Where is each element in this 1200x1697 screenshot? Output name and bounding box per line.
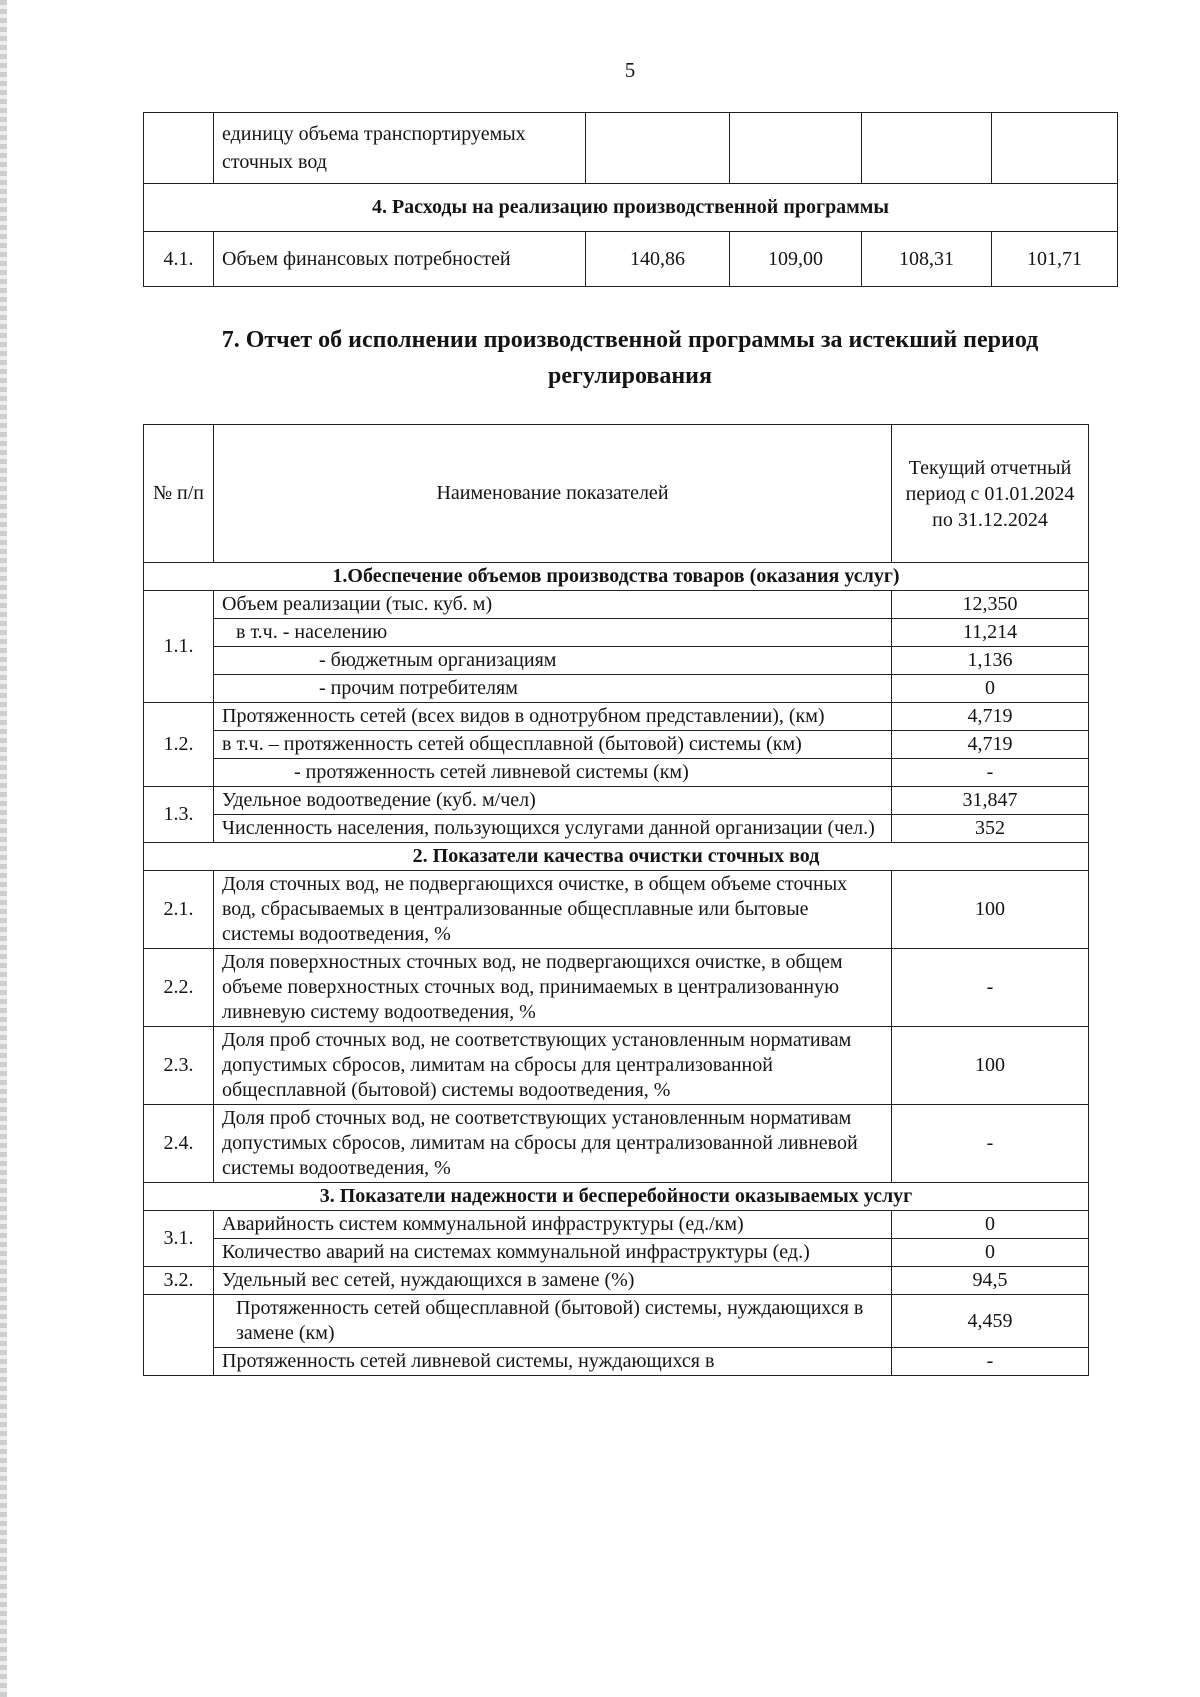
- row-name: Количество аварий на системах коммунальной инфраструктуры (ед.): [214, 1239, 892, 1267]
- table-row: [144, 1105, 1089, 1183]
- table-row: [144, 1027, 1089, 1105]
- row-name: единицу объема транспортируемых сточных вод: [214, 113, 586, 184]
- table-row: [144, 619, 1089, 647]
- section-4-title: 4. Расходы на реализацию производственной программы: [144, 184, 1118, 232]
- table-row: [144, 1348, 1089, 1376]
- row-value: 108,31: [862, 232, 992, 287]
- table-row: [144, 949, 1089, 1027]
- row-value: 11,214: [892, 619, 1089, 647]
- row-name: Удельный вес сетей, нуждающихся в замене (%): [214, 1267, 892, 1295]
- row-value: 1,136: [892, 647, 1089, 675]
- row-value: 100: [892, 1027, 1089, 1105]
- row-number: 1.3.: [144, 787, 214, 843]
- table-row: [144, 675, 1089, 703]
- scan-edge: [0, 0, 7, 1697]
- section-row: [144, 843, 1089, 871]
- row-name: Удельное водоотведение (куб. м/чел): [214, 787, 892, 815]
- row-value: -: [892, 949, 1089, 1027]
- row-name: Аварийность систем коммунальной инфраструктуры (ед./км): [214, 1211, 892, 1239]
- section-3-title: 3. Показатели надежности и бесперебойности оказываемых услуг: [144, 1183, 1089, 1211]
- row-value: 109,00: [730, 232, 862, 287]
- section-row: [144, 184, 1118, 232]
- row-value: [586, 113, 730, 184]
- page-number: 5: [624, 58, 636, 82]
- table-row: [144, 703, 1089, 731]
- table-row: [144, 647, 1089, 675]
- row-value: 4,719: [892, 731, 1089, 759]
- table-row: [144, 731, 1089, 759]
- row-number: [144, 113, 214, 184]
- row-value: [730, 113, 862, 184]
- row-number: 1.1.: [144, 591, 214, 703]
- row-name: Протяженность сетей ливневой системы, нуждающихся в: [214, 1348, 892, 1376]
- row-number-empty: [144, 1295, 214, 1376]
- row-name: - бюджетным организациям: [214, 647, 892, 675]
- row-name: Доля сточных вод, не подвергающихся очистке, в общем объеме сточных вод, сбрасываемых в централизованные общесплавные или бытовые системы водоотведения, %: [214, 871, 892, 949]
- row-value: 140,86: [586, 232, 730, 287]
- row-name: - протяженность сетей ливневой системы (км): [214, 759, 892, 787]
- header-name: Наименование показателей: [214, 425, 892, 563]
- row-value: 0: [892, 1239, 1089, 1267]
- table-row: [144, 1295, 1089, 1348]
- table-row: [144, 815, 1089, 843]
- row-name: Доля проб сточных вод, не соответствующих установленным нормативам допустимых сбросов, лимитам на сбросы для централизованной ливневой системы водоотведения, %: [214, 1105, 892, 1183]
- row-number: 1.2.: [144, 703, 214, 787]
- row-name: Доля поверхностных сточных вод, не подвергающихся очистке, в общем объеме поверхностных сточных вод, принимаемых в централизованную ливневую систему водоотведения, %: [214, 949, 892, 1027]
- row-value: 0: [892, 1211, 1089, 1239]
- row-name: Объем реализации (тыс. куб. м): [214, 591, 892, 619]
- row-name: в т.ч. – протяженность сетей общесплавной (бытовой) системы (км): [214, 731, 892, 759]
- row-value: [862, 113, 992, 184]
- header-period: Текущий отчетный период с 01.01.2024 по 31.12.2024: [892, 425, 1089, 563]
- row-value: 352: [892, 815, 1089, 843]
- row-name: в т.ч. - населению: [214, 619, 892, 647]
- header-num: № п/п: [144, 425, 214, 563]
- row-value: [992, 113, 1118, 184]
- row-number: 2.2.: [144, 949, 214, 1027]
- table-row: [144, 759, 1089, 787]
- row-value: 94,5: [892, 1267, 1089, 1295]
- row-name: Доля проб сточных вод, не соответствующих установленным нормативам допустимых сбросов, лимитам на сбросы для централизованной общесплавной (бытовой) системы водоотведения, %: [214, 1027, 892, 1105]
- row-number: 3.1.: [144, 1211, 214, 1267]
- section-2-title: 2. Показатели качества очистки сточных вод: [144, 843, 1089, 871]
- table-row: [144, 1239, 1089, 1267]
- section-1-title: 1.Обеспечение объемов производства товаров (оказания услуг): [144, 563, 1089, 591]
- row-value: 31,847: [892, 787, 1089, 815]
- section-row: [144, 563, 1089, 591]
- row-number: 2.3.: [144, 1027, 214, 1105]
- header-row: [144, 425, 1089, 563]
- row-number: 3.2.: [144, 1267, 214, 1295]
- section-row: [144, 1183, 1089, 1211]
- row-value: -: [892, 1348, 1089, 1376]
- row-value: 12,350: [892, 591, 1089, 619]
- table-row: [144, 787, 1089, 815]
- table-row: [144, 1267, 1089, 1295]
- row-value: 100: [892, 871, 1089, 949]
- top-table: [143, 112, 1118, 287]
- row-value: 4,719: [892, 703, 1089, 731]
- row-name: Протяженность сетей общесплавной (бытовой) системы, нуждающихся в замене (км): [214, 1295, 892, 1348]
- row-name: Протяженность сетей (всех видов в однотрубном представлении), (км): [214, 703, 892, 731]
- table-row: [144, 591, 1089, 619]
- row-value: -: [892, 1105, 1089, 1183]
- row-value: 101,71: [992, 232, 1118, 287]
- row-value: 0: [892, 675, 1089, 703]
- row-number: 2.4.: [144, 1105, 214, 1183]
- table-row: [144, 113, 1118, 184]
- report-table: [143, 424, 1089, 1376]
- row-name: Численность населения, пользующихся услугами данной организации (чел.): [214, 815, 892, 843]
- table-row: [144, 232, 1118, 287]
- row-value: 4,459: [892, 1295, 1089, 1348]
- row-name: Объем финансовых потребностей: [214, 232, 586, 287]
- section-heading: 7. Отчет об исполнении производственной программы за истекший период регулирования: [221, 327, 1039, 389]
- row-name: - прочим потребителям: [214, 675, 892, 703]
- table-row: [144, 1211, 1089, 1239]
- row-number: 4.1.: [144, 232, 214, 287]
- row-value: -: [892, 759, 1089, 787]
- table-row: [144, 871, 1089, 949]
- row-number: 2.1.: [144, 871, 214, 949]
